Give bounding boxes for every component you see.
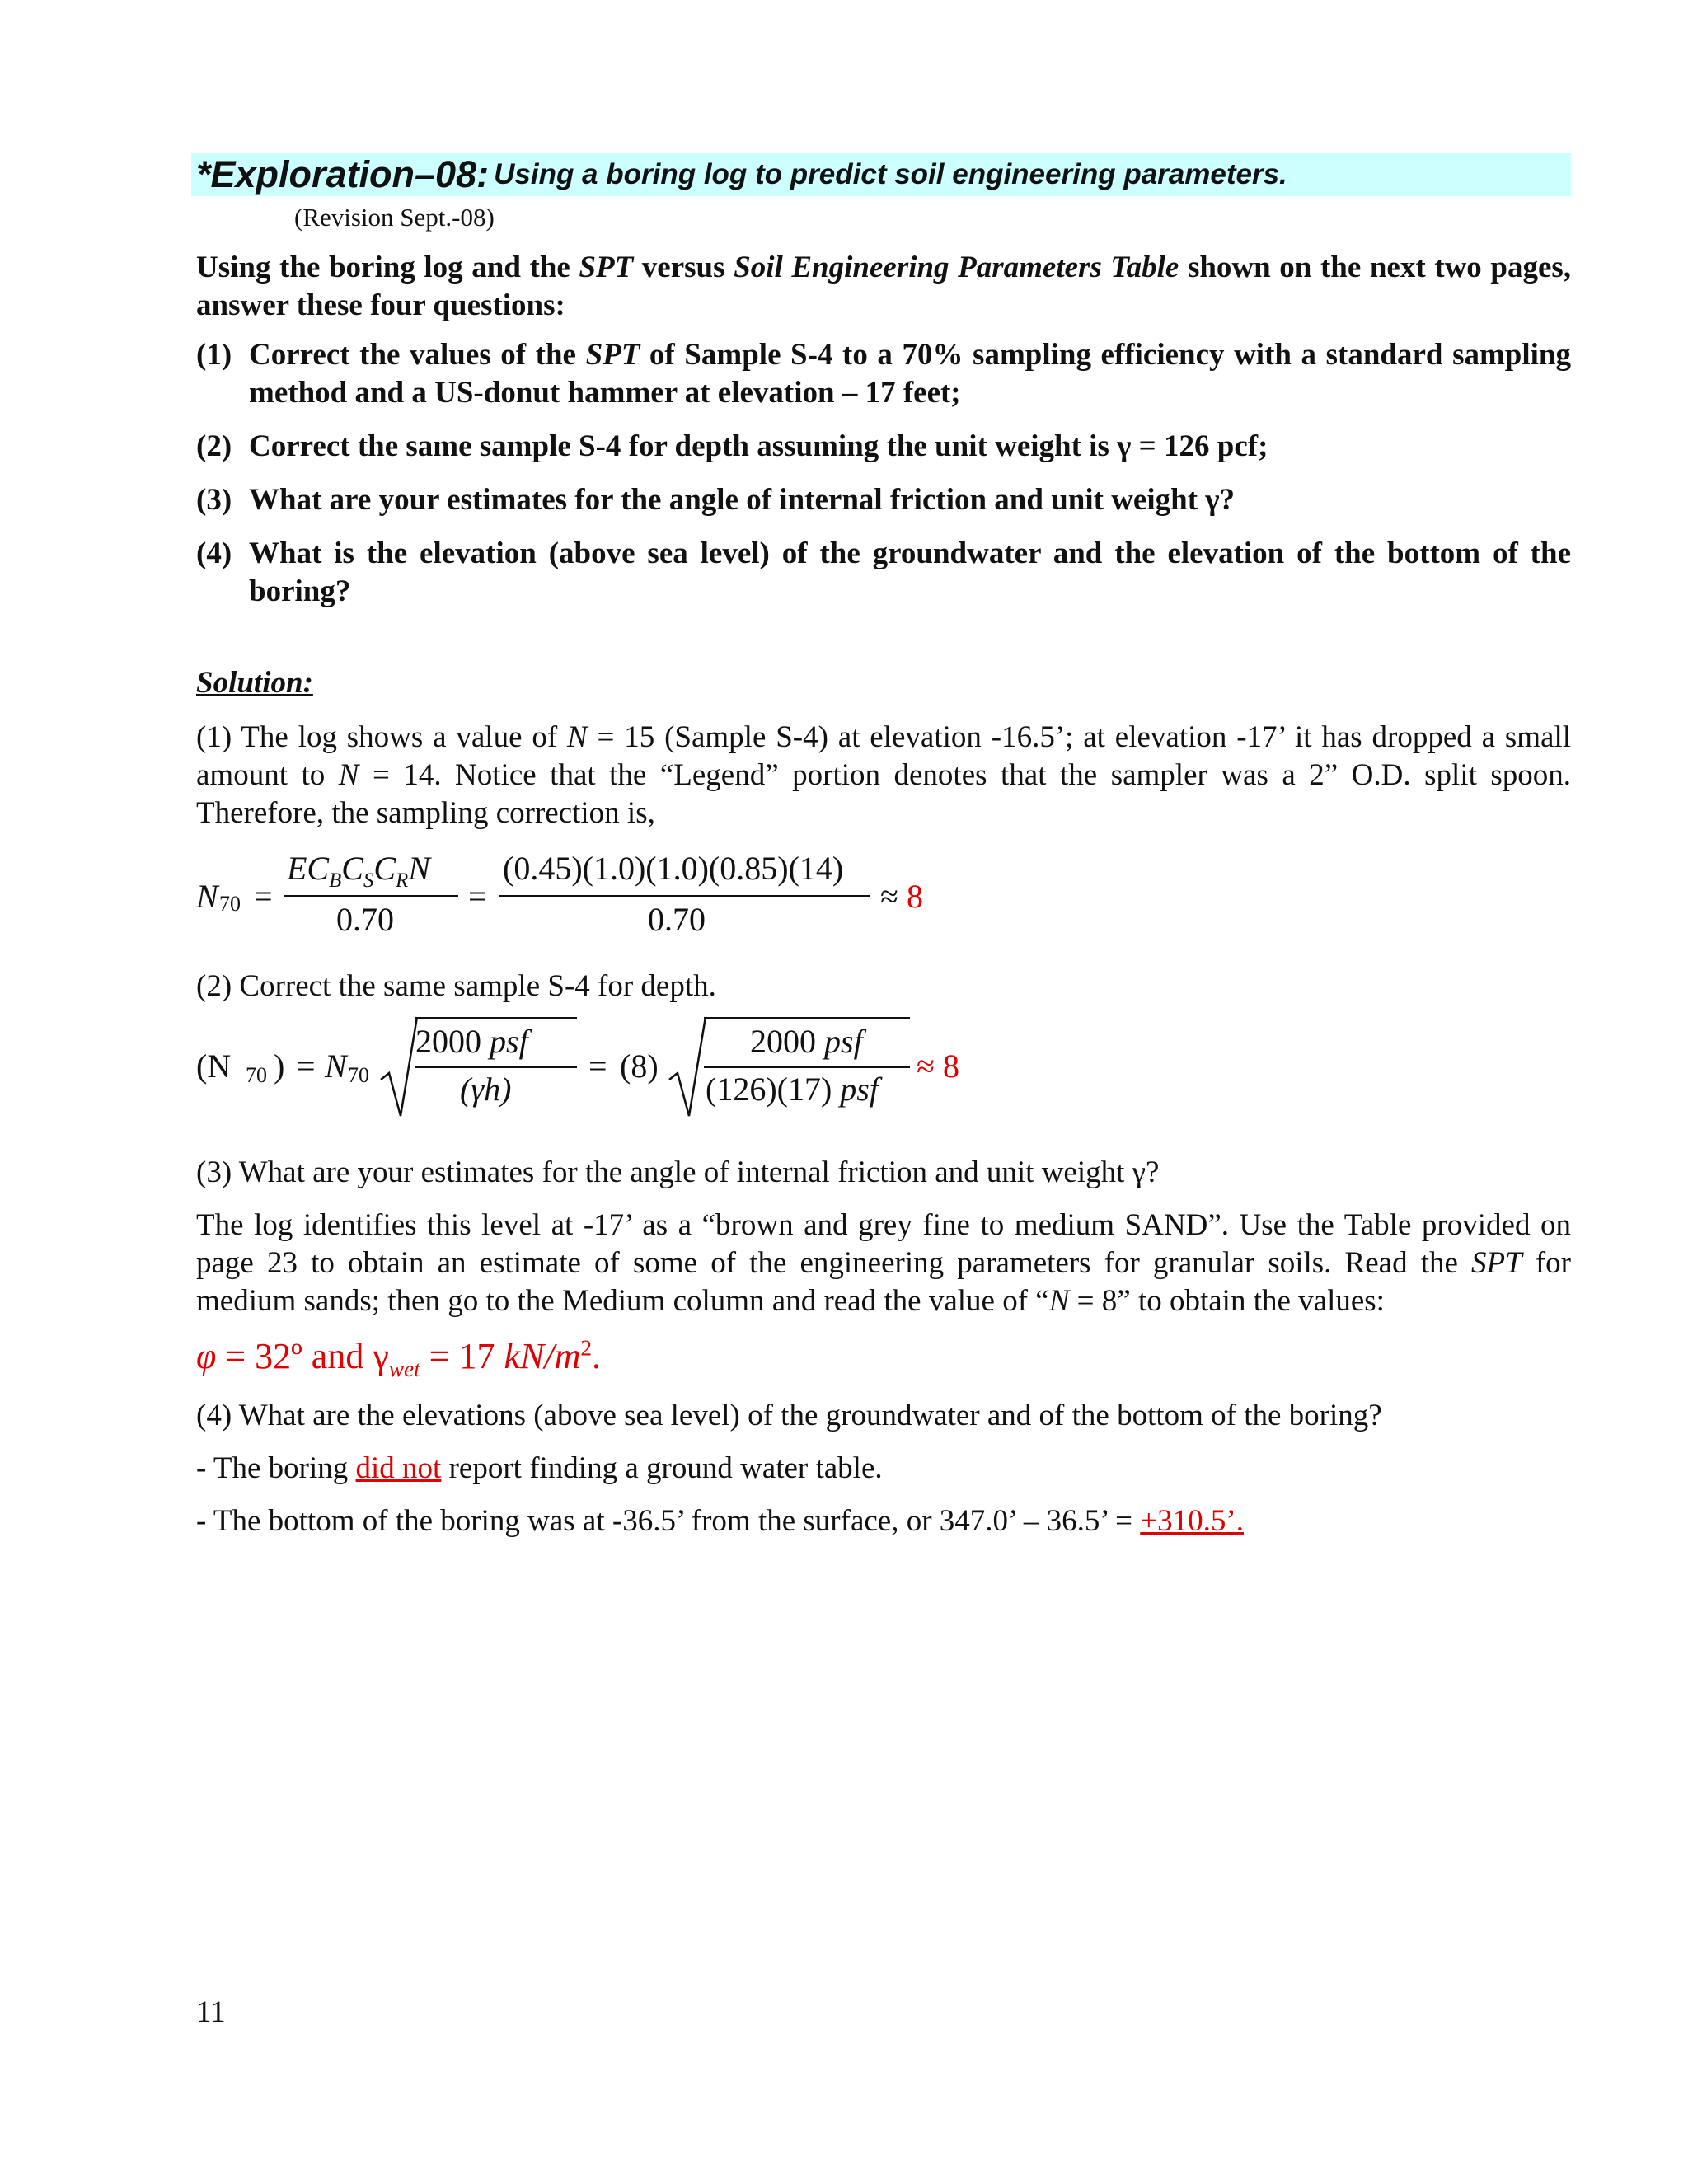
exploration-subtitle: Using a boring log to predict soil engineering parameters. [494, 158, 1287, 190]
question-2: (2) Correct the same sample S-4 for depth assuming the unit weight is γ = 126 pcf; [196, 429, 1268, 463]
fraction-bar [415, 1066, 577, 1068]
fraction-bar [284, 895, 458, 897]
eq2-result: 8 [943, 1047, 959, 1085]
solution-part-4: (4) What are the elevations (above sea level) of the groundwater and of the bottom of the boring? [196, 1398, 1382, 1432]
square-root-sign [668, 1014, 707, 1121]
page-number: 11 [196, 1995, 226, 2029]
square-root-sign [379, 1014, 419, 1121]
exploration-title: *Exploration–08: [196, 153, 490, 195]
revision-note: (Revision Sept.-08) [294, 203, 495, 232]
title-band [191, 153, 1571, 196]
solution-heading: Solution: [196, 666, 313, 700]
document-page [196, 153, 1571, 1540]
question-4: (4) What is the elevation (above sea level) of the groundwater and the elevation of the bottom of the boring? [196, 537, 1571, 608]
groundwater-answer: - The boring did not report finding a ground water table. [196, 1451, 883, 1485]
depth-correction-equation: (N 70 ) = N 70 2000 psf (γh) = (8) 2000 psf (126)(17) psf ≈ 8 [196, 1014, 1571, 1137]
eq1-result: 8 [907, 878, 923, 915]
solution-part-3: (3) What are your estimates for the angle of internal friction and unit weight γ? [196, 1155, 1160, 1189]
radical-overline [415, 1017, 577, 1019]
question-3: (3) What are your estimates for the angle of internal friction and unit weight γ? [196, 483, 1236, 517]
numerator-numeric: (0.45)(1.0)(1.0)(0.85)(14) [503, 850, 844, 887]
fraction-bar [704, 1066, 910, 1068]
solution-part-2: (2) Correct the same sample S-4 for depth. [196, 969, 716, 1003]
solution-part-1: (1) The log shows a value of N = 15 (Sample S-4) at elevation -16.5’; at elevation -17’ it has dropped a small amount to N = 14. Notice that the “Legend” portion denotes that the sampler was a 2” O.D. split spoon. Therefore, the sampling correction is, [196, 720, 1572, 830]
parameter-answer: φ = 32º and $\gamma_{wet} = 17$ $kN/m^2$. [196, 1335, 602, 1381]
boring-bottom-answer: - The bottom of the boring was at -36.5’ from the surface, or 347.0’ – 36.5’ = +310.5’. [196, 1503, 1245, 1538]
solution-part-3-explanation: The log identifies this level at -17’ as a “brown and grey fine to medium SAND”. Use the Table provided on page 23 to obtain an estimate of some of the engineering parameters for granular soils. Read the SPT for medium sands; then go to the Medium column and read the value of “N = 8” to obtain the values: [196, 1208, 1571, 1318]
sampling-correction-equation: N 70 = $EC_BC_SC_RN$ 0.70 = (0.45)(1.0)(1.0)(0.85)(14) 0.70 ≈ 8 [196, 850, 923, 938]
numerator-symbolic: $EC_BC_SC_RN$ [287, 850, 430, 892]
fraction-bar [499, 895, 870, 897]
radical-overline [704, 1017, 910, 1019]
intro-paragraph: Using the boring log and the SPT versus Soil Engineering Parameters Table shown on the next two pages, answer these four questions: [196, 251, 1572, 322]
question-list [196, 336, 1571, 611]
question-1: (1) Correct the values of the SPT of Sample S-4 to a 70% sampling efficiency with a standard sampling method and a US-donut hammer at elevation – 17 feet; [196, 338, 1572, 410]
